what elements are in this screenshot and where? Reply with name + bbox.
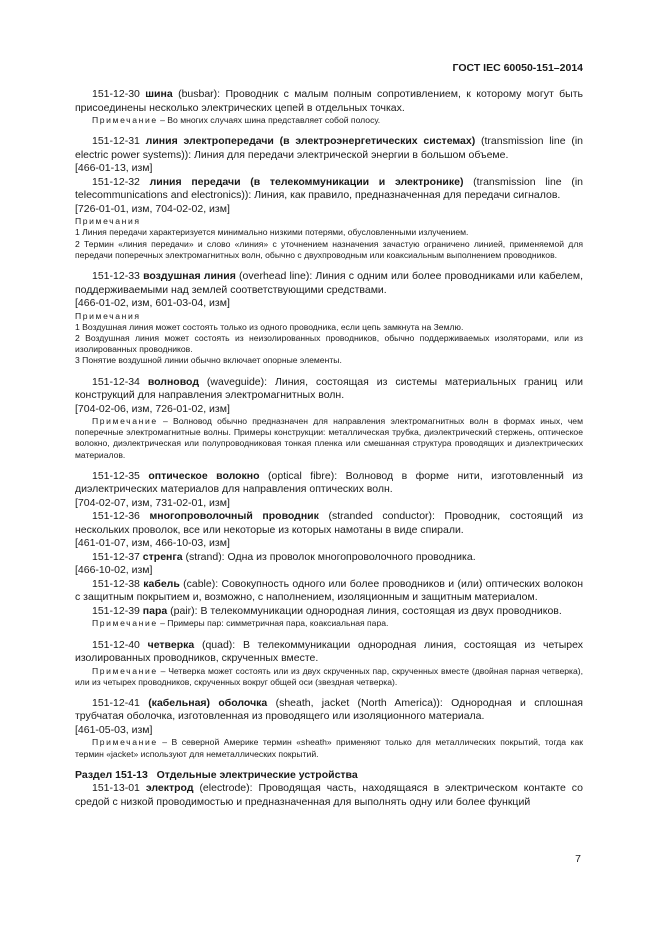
note: Примечание – Примеры пар: симметричная пара, коаксиальная пара. (92, 618, 389, 629)
reference: [461-01-07, изм, 466-10-03, изм] (75, 537, 230, 550)
entry-151-12-35: 151-12-35 оптическое волокно (optical fibre): Волновод в форме нити, изготовленный из диэлектрических материалов для направления оптических волн. (75, 469, 583, 496)
note: 1 Линия передачи характеризуется минимально низкими потерями, обусловленными излучением. (75, 227, 469, 238)
note: Примечание – Волновод обычно предназначен для направления электромагнитных волн в формах иных, чем поперечные электромагнитные волны. Примеры конструкции: металлическая трубка, диэлектрический стержень, оптическое волокно, диэлектрическая или полупроводниковая тонкая пленка или смешанная структура проводящих и диэлектрических материалов. (75, 416, 583, 460)
page-content (75, 88, 583, 809)
page-number: 7 (575, 853, 581, 865)
entry-151-12-41: 151-12-41 (кабельная) оболочка (sheath, jacket (North America)): Однородная и сплошная трубчатая оболочка, изготовленная из проводящего или изоляционного материала. (75, 696, 583, 723)
note: Примечание – Четверка может состоять или из двух скрученных пар, скрученных вместе (двойная парная четверка), или из четырех проводников, скрученных вокруг общей оси (звездная четверка). (75, 665, 583, 687)
reference: [704-02-07, изм, 731-02-01, изм] (75, 496, 230, 509)
entry-151-12-32: 151-12-32 линия передачи (в телекоммуникации и электронике) (transmission line (in telecommunications and electronics)): Линия, как правило, предназначенная для передачи сигналов. (75, 175, 584, 202)
reference: [726-01-01, изм, 704-02-02, изм] (75, 202, 230, 215)
note: 2 Термин «линия передачи» и слово «линия» с уточнением назначения зачастую ограничено линией, применяемой для передачи поперечных электромагнитных волн, обычно с двухпроводным или коаксиальным выполнением проводников. (75, 238, 583, 260)
entry-151-12-37: 151-12-37 стренга (strand): Одна из проволок многопроволочного проводника. (92, 550, 476, 563)
reference: [466-01-02, изм, 601-03-04, изм] (75, 297, 230, 310)
note: Примечание – В северной Америке термин «sheath» применяют только для металлических покрытий, тогда как термин «jacket» используют для неметаллических покрытий. (75, 737, 583, 759)
entry-151-12-33: 151-12-33 воздушная линия (overhead line): Линия с одним или более проводниками или кабелем, поддерживаемыми над землей соответствующими средствами. (75, 270, 583, 296)
note: 1 Воздушная линия может состоять только из одного проводника, если цепь замкнута на Землю. (75, 321, 464, 332)
reference: [461-05-03, изм] (75, 723, 153, 736)
entry-151-12-31: 151-12-31 линия электропередачи (в электроэнергетических системах) (transmission line (in electric power systems)): Линия для передачи электрической энергии в большом объеме. (75, 135, 584, 161)
section-heading: Раздел 151-13 Отдельные электрические устройства (75, 768, 358, 781)
notes-heading: Примечания (75, 310, 141, 321)
note: 3 Понятие воздушной линии обычно включает опорные элементы. (75, 355, 342, 366)
reference: [466-10-02, изм] (75, 564, 153, 577)
entry-151-13-01: 151-13-01 электрод (electrode): Проводящая часть, находящаяся в электрическом контакте со средой с низкой проводимостью и предназначенная для выполнять одну или более функций (75, 782, 584, 808)
notes-heading: Примечания (75, 216, 141, 227)
entry-151-12-30: 151-12-30 шина (busbar): Проводник с малым полным сопротивлением, к которому могут быть присоединены несколько электрических цепей в отдельных точках. (75, 88, 583, 114)
note: Примечание – Во многих случаях шина представляет собой полосу. (92, 115, 381, 125)
reference: [704-02-06, изм, 726-01-02, изм] (75, 402, 230, 415)
entry-151-12-34: 151-12-34 волновод (waveguide): Линия, состоящая из системы материальных границ или конструкций для направления электромагнитных волн. (75, 375, 583, 402)
entry-151-12-39: 151-12-39 пара (pair): В телекоммуникации однородная линия, состоящая из двух проводников. (92, 604, 562, 617)
entry-151-12-38: 151-12-38 кабель (cable): Совокупность одного или более проводников и (или) оптических волокон с защитным покрытием и, возможно, с наполнением, изоляционным и защитным материалом. (75, 577, 583, 604)
document-header: ГОСТ IEC 60050-151–2014 (452, 62, 583, 74)
note: 2 Воздушная линия может состоять из неизолированных проводников, обычно поддерживаемых изоляторами, или из изолированных проводников. (75, 332, 583, 355)
entry-151-12-36: 151-12-36 многопроволочный проводник (stranded conductor): Проводник, состоящий из нескольких проволок, все или некоторые из которых намотаны в виде спирали. (75, 510, 584, 536)
reference: [466-01-13, изм] (75, 162, 153, 175)
entry-151-12-40: 151-12-40 четверка (quad): В телекоммуникации однородная линия, состоящая из четырех изолированных проводников, скрученных вместе. (75, 638, 583, 665)
